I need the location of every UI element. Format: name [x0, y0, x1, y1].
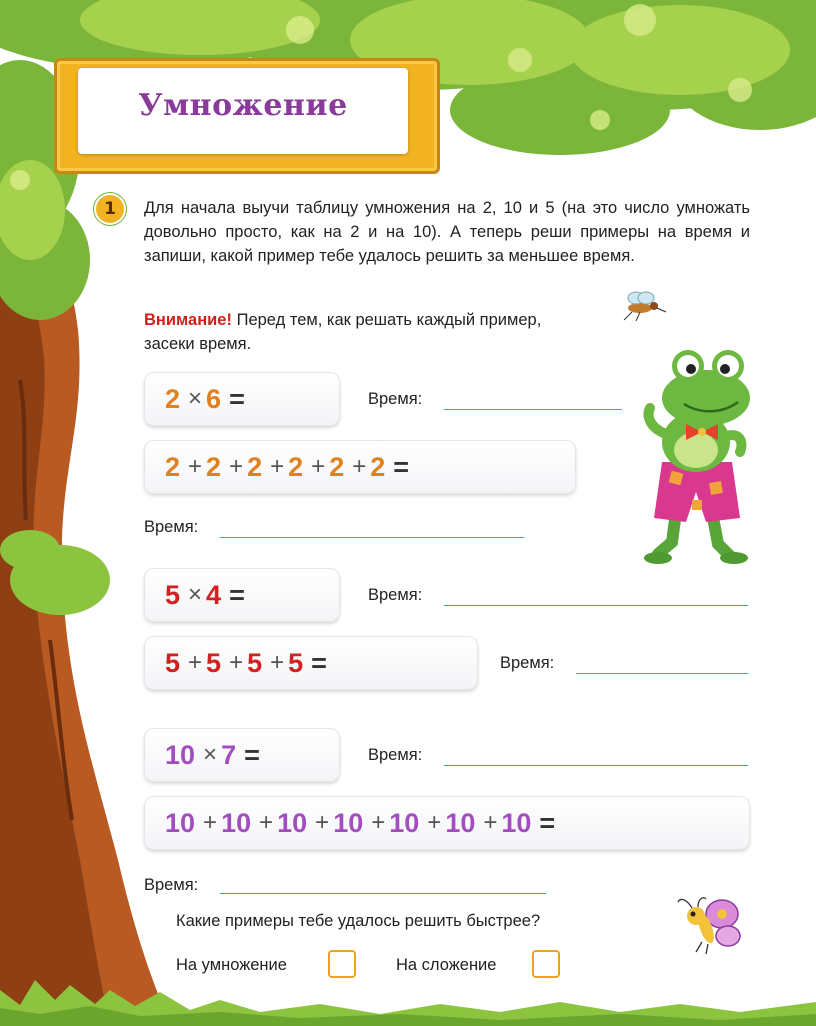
answer-line[interactable]	[220, 537, 524, 538]
attention-note	[144, 308, 584, 356]
operand: 5	[165, 579, 181, 610]
butterfly-illustration	[676, 896, 748, 956]
equals-sign: =	[393, 451, 410, 482]
operator: +	[203, 809, 218, 836]
task-instructions: Для начала выучи таблицу умножения на 2, 10 и 5 (на это число умножать довольно просто, как на 2 и на 10). А теперь реши примеры на время и запиши, какой пример тебе удалось решить за меньшее время.	[144, 199, 750, 265]
operand: 10	[445, 807, 476, 838]
question-text: Какие примеры тебе удалось решить быстрее?	[176, 912, 541, 930]
operator: +	[371, 809, 386, 836]
operand: 5	[165, 647, 181, 678]
expression-box	[144, 372, 340, 426]
answer-line[interactable]	[444, 409, 622, 410]
operand: 2	[165, 383, 181, 414]
operand: 2	[165, 451, 181, 482]
equals-sign: =	[244, 739, 260, 770]
operator: +	[483, 809, 498, 836]
answer-line[interactable]	[220, 893, 546, 894]
operand: 2	[370, 451, 386, 482]
attention-text: Перед тем, как решать каждый пример, засеки время.	[144, 311, 542, 353]
operator: +	[229, 649, 244, 676]
operator: ×	[203, 741, 218, 768]
equals-sign: =	[539, 807, 556, 838]
attention-label: Внимание!	[144, 311, 232, 329]
expression-box	[144, 728, 340, 782]
operand: 4	[206, 579, 222, 610]
option-addition-label: На сложение	[396, 956, 497, 974]
operand: 10	[165, 807, 196, 838]
time-label: Время:	[144, 876, 199, 894]
task-number-badge: 1	[96, 195, 124, 223]
answer-line[interactable]	[444, 605, 748, 606]
operator: ×	[188, 385, 203, 412]
expression-box	[144, 796, 750, 850]
operator: +	[229, 453, 244, 480]
operator: +	[270, 453, 285, 480]
multiplication-checkbox[interactable]	[328, 950, 356, 978]
operand: 7	[221, 739, 237, 770]
operator: +	[270, 649, 285, 676]
operand: 5	[247, 647, 263, 678]
operator: ×	[188, 581, 203, 608]
option-multiplication-label: На умножение	[176, 956, 287, 974]
time-label: Время:	[368, 746, 423, 764]
equals-sign: =	[229, 383, 245, 414]
operator: +	[352, 453, 367, 480]
operator: +	[311, 453, 326, 480]
operand: 6	[206, 383, 222, 414]
equals-sign: =	[311, 647, 327, 678]
answer-line[interactable]	[444, 765, 748, 766]
expression-box	[144, 568, 340, 622]
operand: 5	[288, 647, 304, 678]
time-label: Время:	[368, 586, 423, 604]
expression-box	[144, 636, 478, 690]
operator: +	[315, 809, 330, 836]
operand: 10	[221, 807, 252, 838]
operand: 2	[206, 451, 222, 482]
operand: 2	[329, 451, 345, 482]
operand: 10	[389, 807, 420, 838]
time-label: Время:	[500, 654, 555, 672]
frog-illustration	[636, 342, 762, 570]
operator: +	[259, 809, 274, 836]
addition-checkbox[interactable]	[532, 950, 560, 978]
operand: 10	[501, 807, 532, 838]
operand: 10	[165, 739, 196, 770]
page-title: Умножение	[138, 88, 348, 123]
answer-line[interactable]	[576, 673, 748, 674]
time-label: Время:	[368, 390, 423, 408]
equals-sign: =	[229, 579, 245, 610]
operator: +	[427, 809, 442, 836]
operand: 5	[206, 647, 222, 678]
time-label: Время:	[144, 518, 199, 536]
operand: 2	[247, 451, 263, 482]
operand: 10	[333, 807, 364, 838]
mosquito-illustration	[616, 288, 666, 322]
operator: +	[188, 649, 203, 676]
operand: 10	[277, 807, 308, 838]
operand: 2	[288, 451, 304, 482]
operator: +	[188, 453, 203, 480]
expression-box	[144, 440, 576, 494]
